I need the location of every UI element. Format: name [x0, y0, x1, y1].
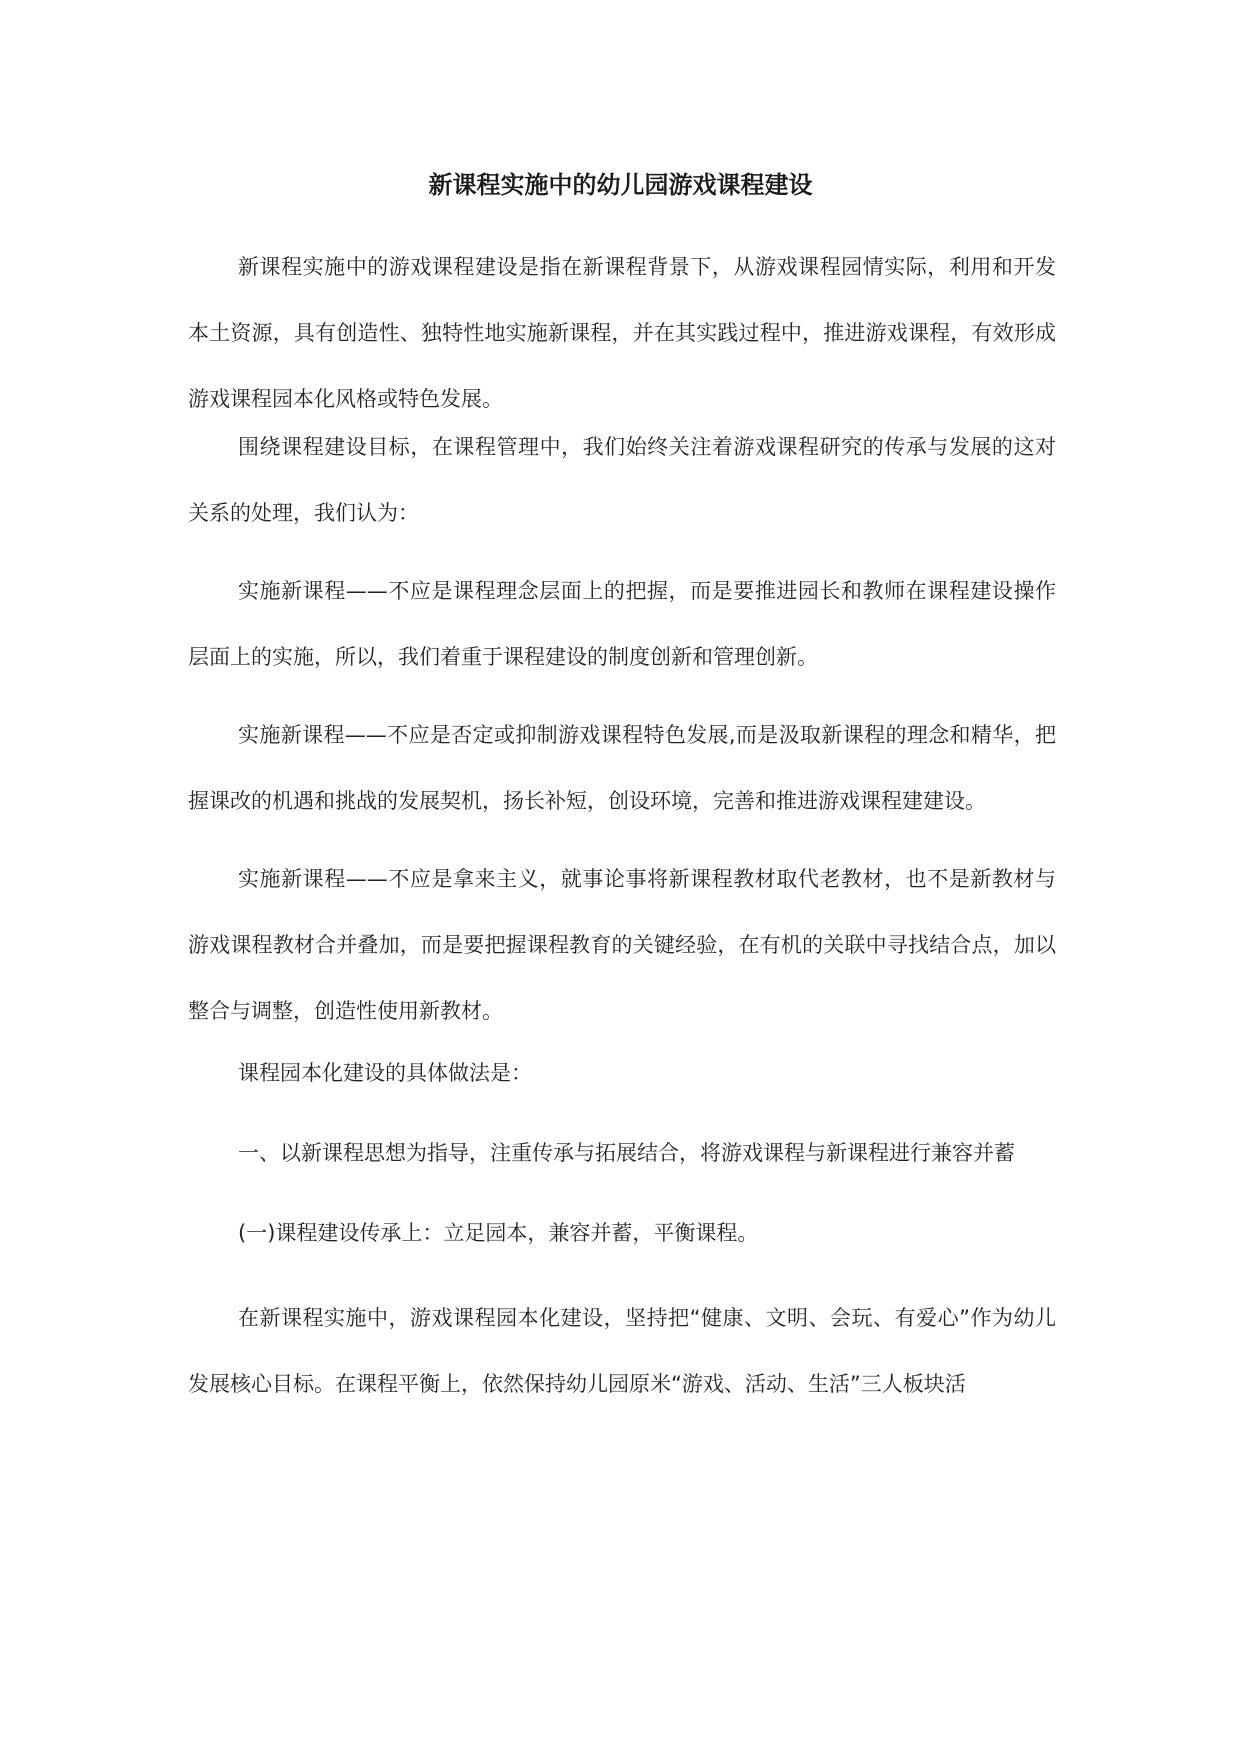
- section-heading-1: 一、以新课程思想为指导，注重传承与拓展结合，将游戏课程与新课程进行兼容并蓄: [238, 1141, 1015, 1165]
- paragraph-1: 新课程实施中的游戏课程建设是指在新课程背景下，从游戏课程园情实际，利用和开发本土资源，具有创造性、独特性地实施新课程，并在其实践过程中，推进游戏课程，有效形成游戏课程园本化风格或特色发展。: [188, 255, 1056, 411]
- subsection-heading-1: (一)课程建设传承上：立足园本，兼容并蓄，平衡课程。: [238, 1221, 759, 1245]
- paragraph-4: 实施新课程——不应是否定或抑制游戏课程特色发展,而是汲取新课程的理念和精华，把握课改的机遇和挑战的发展契机，扬长补短，创设环境，完善和推进游戏课程建建设。: [188, 723, 1056, 813]
- paragraph-6: 课程园本化建设的具体做法是：: [238, 1061, 532, 1085]
- document-title: 新课程实施中的幼儿园游戏课程建设: [428, 171, 813, 199]
- paragraph-5: 实施新课程——不应是拿来主义，就事论事将新课程教材取代老教材，也不是新教材与游戏课程教材合并叠加，而是要把握课程教育的关键经验，在有机的关联中寻找结合点，加以整合与调整，创造性使用新教材。: [188, 867, 1056, 1023]
- paragraph-2: 围绕课程建设目标，在课程管理中，我们始终关注着游戏课程研究的传承与发展的这对关系的处理，我们认为：: [188, 435, 1056, 525]
- paragraph-3: 实施新课程——不应是课程理念层面上的把握，而是要推进园长和教师在课程建设操作层面上的实施，所以，我们着重于课程建设的制度创新和管理创新。: [188, 579, 1056, 669]
- paragraph-7: 在新课程实施中，游戏课程园本化建设，坚持把“健康、文明、会玩、有爱心”作为幼儿发展核心目标。在课程平衡上，依然保持幼儿园原米“游戏、活动、生活”三人板块活: [188, 1306, 1056, 1396]
